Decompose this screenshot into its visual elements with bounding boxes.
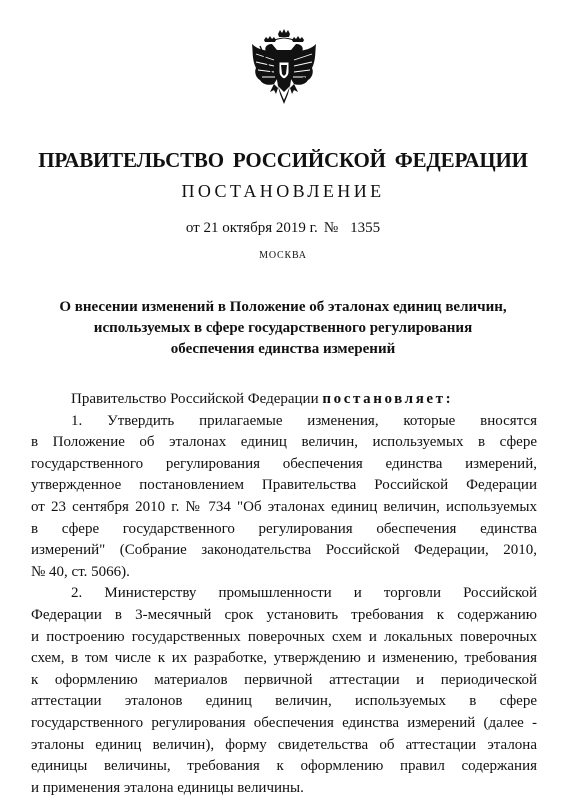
document-title-line: используемых в сфере государственного регулирования bbox=[93, 320, 473, 336]
document-date: от 21 октября 2019 г. bbox=[185, 220, 318, 236]
paragraph-2-line: эталоны единиц величин), форму свидетельства об аттестации эталона bbox=[31, 736, 537, 753]
number-sign: № bbox=[323, 220, 339, 236]
document-type: ПОСТАНОВЛЕНИЕ bbox=[181, 181, 385, 201]
paragraph-2-line: Федерации в 3-месячный срок установить требования к содержанию bbox=[31, 606, 537, 623]
paragraph-2-line: единицы величины, требования к оформлению правил содержания bbox=[31, 758, 537, 775]
document-number: 1355 bbox=[350, 220, 381, 236]
document-title bbox=[40, 297, 526, 360]
paragraph-2-line: схем, в том числе к их разработке, утверждению и изменению, требования bbox=[31, 650, 537, 667]
document-date-number bbox=[0, 220, 566, 237]
intro-line bbox=[31, 389, 537, 411]
document-title-line: обеспечения единства измерений bbox=[170, 341, 396, 357]
paragraph-1-line: 1. Утвердить прилагаемые изменения, которые вносятся bbox=[71, 412, 537, 429]
paragraph-2-line: и построению государственных поверочных схем и локальных поверочных bbox=[31, 628, 537, 645]
paragraph-1-line: утвержденное постановлением Правительства Российской Федерации bbox=[31, 477, 537, 494]
paragraph-2-line: аттестации эталонов единиц величин, используемых в сфере bbox=[31, 693, 537, 710]
intro-text: Правительство Российской Федерации bbox=[71, 391, 319, 407]
paragraph-1-line: в Положение об эталонах единиц величин, используемых в сфере bbox=[31, 434, 537, 451]
paragraph-2-line: и применения эталона единицы величины. bbox=[31, 779, 304, 796]
document-body bbox=[31, 389, 537, 799]
paragraph-1-line: измерений" (Собрание законодательства Российской Федерации, 2010, bbox=[31, 542, 537, 559]
paragraph-1-line: в сфере государственного регулирования обеспечения единства bbox=[31, 520, 537, 537]
paragraph-2-line: к оформлению материалов первичной аттестации и периодической bbox=[31, 671, 537, 688]
government-name: ПРАВИТЕЛЬСТВО РОССИЙСКОЙ ФЕДЕРАЦИИ bbox=[38, 148, 528, 172]
coat-of-arms-icon bbox=[250, 28, 318, 110]
document-title-line: О внесении изменений в Положение об эталонах единиц величин, bbox=[59, 299, 507, 315]
paragraph-1-line: № 40, ст. 5066). bbox=[31, 563, 130, 580]
paragraph-2-line: государственного регулирования обеспечения единства измерений (далее - bbox=[31, 714, 537, 731]
intro-emphasis: постановляет: bbox=[322, 391, 454, 407]
document-city: МОСКВА bbox=[259, 250, 307, 261]
paragraph-2-line: 2. Министерству промышленности и торговли Российской bbox=[71, 585, 537, 602]
paragraph-1-line: государственного регулирования обеспечения единства измерений, bbox=[31, 455, 537, 472]
paragraph-1-line: от 23 сентября 2010 г. № 734 "Об эталонах единиц величин, используемых bbox=[31, 498, 537, 515]
